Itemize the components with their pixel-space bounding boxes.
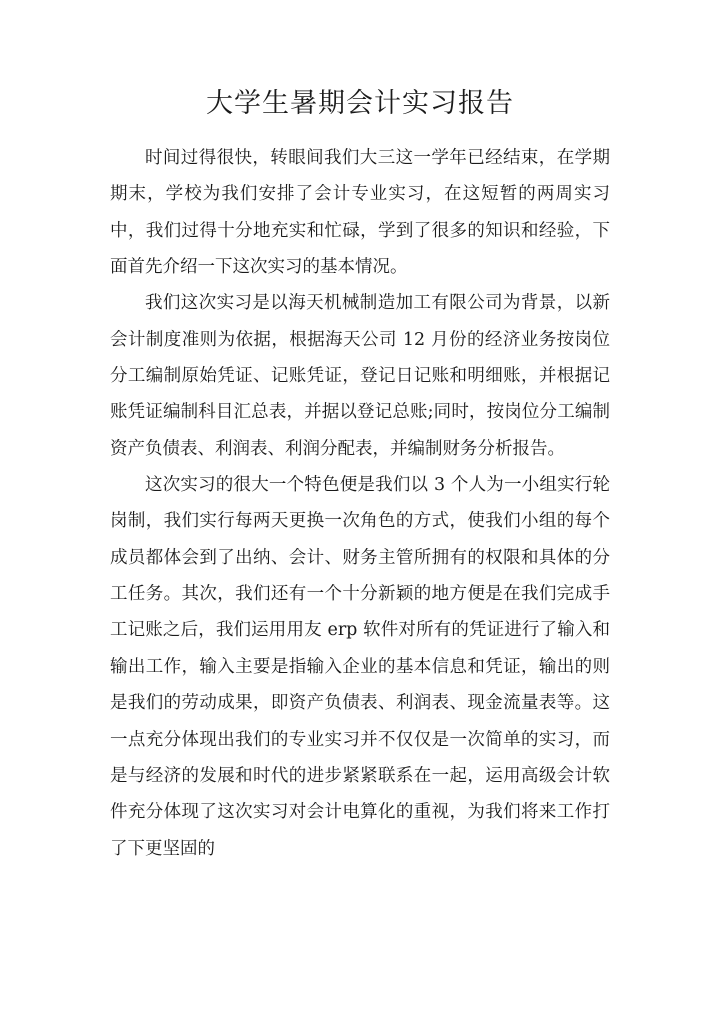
document-body	[110, 140, 610, 867]
paragraph-intro: 时间过得很快，转眼间我们大三这一学年已经结束，在学期期末，学校为我们安排了会计专业实习，在这短暂的两周实习中，我们过得十分地充实和忙碌，学到了很多的知识和经验，下面首先介绍一下这次实习的基本情况。	[110, 148, 610, 278]
paragraph-features: 这次实习的很大一个特色便是我们以 3 个人为一小组实行轮岗制，我们实行每两天更换一次角色的方式，使我们小组的每个成员都体会到了出纳、会计、财务主管所拥有的权限和具体的分工任务。其次，我们还有一个十分新颖的地方便是在我们完成手工记账之后，我们运用用友 erp 软件对所有的凭证进行了输入和输出工作，输入主要是指输入企业的基本信息和凭证，输出的则是我们的劳动成果，即资产负债表、利润表、现金流量表等。这一点充分体现出我们的专业实习并不仅仅是一次简单的实习，而是与经济的发展和时代的进步紧紧联系在一起，运用高级会计软件充分体现了这次实习对会计电算化的重视，为我们将来工作打了下更坚固的	[110, 475, 610, 859]
document-title: 大学生暑期会计实习报告	[206, 88, 514, 119]
paragraph-background: 我们这次实习是以海天机械制造加工有限公司为背景，以新会计制度准则为依据，根据海天公司 12 月份的经济业务按岗位分工编制原始凭证、记账凭证，登记日记账和明细账，并根据记账凭证编制科目汇总表，并据以登记总账;同时，按岗位分工编制资产负债表、利润表、利润分配表，并编制财务分析报告。	[110, 293, 610, 459]
